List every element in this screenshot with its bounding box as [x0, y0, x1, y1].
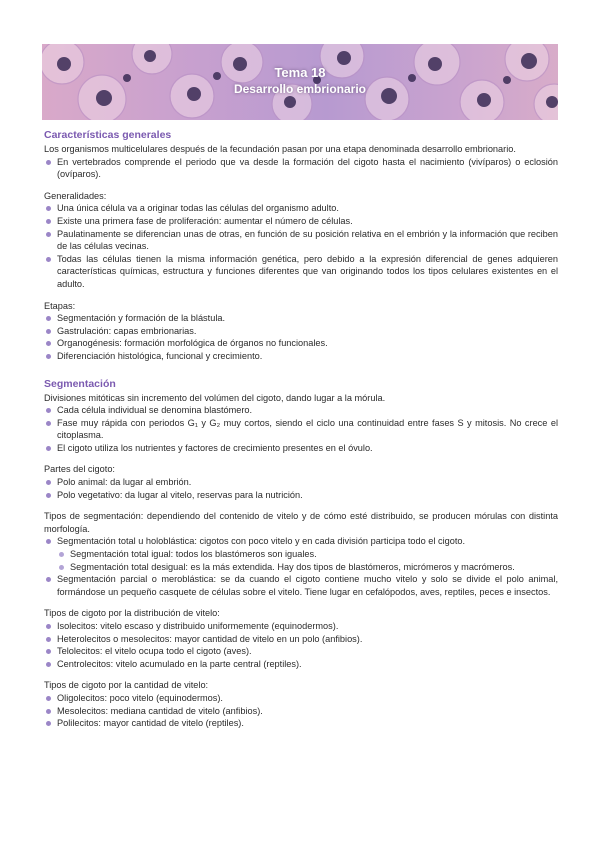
page-subtitle: Desarrollo embrionario — [233, 82, 367, 96]
bullet-list — [44, 202, 558, 290]
list-item: Gastrulación: capas embrionarias. — [44, 325, 558, 338]
list-item: Existe una primera fase de proliferación: aumentar el número de células. — [44, 215, 558, 228]
list-item: Fase muy rápida con periodos G₁ y G₂ muy cortos, siendo el ciclo una continuidad entre fases S y mitosis. No crece el citoplasma. — [44, 417, 558, 442]
paragraph: Etapas: — [44, 300, 76, 311]
list-item: Segmentación total u holoblástica: cigotos con poco vitelo y en cada división participa todo el cigoto. — [44, 535, 558, 548]
list-item: Polo vegetativo: da lugar al vitelo, reservas para la nutrición. — [44, 489, 558, 502]
paragraph: Tipos de cigoto por la distribución de vitelo: — [44, 608, 220, 619]
list-item: Cada célula individual se denomina blastómero. — [44, 404, 558, 417]
header-banner — [42, 44, 558, 120]
list-item: Diferenciación histológica, funcional y crecimiento. — [44, 350, 558, 363]
paragraph: Tipos de segmentación: dependiendo del contenido de vitelo y de cómo esté distribuido, se producen mórulas con distinta morfología. — [44, 511, 558, 534]
paragraph: Los organismos multicelulares después de la fecundación pasan por una etapa denominada desarrollo embrionario. — [44, 144, 516, 154]
list-item: Mesolecitos: mediana cantidad de vitelo (anfibios). — [44, 705, 558, 718]
list-item: Centrolecitos: vitelo acumulado en la parte central (reptiles). — [44, 658, 558, 671]
bullet-list — [44, 620, 558, 670]
bullet-list — [44, 692, 558, 730]
list-item: Oligolecitos: poco vitelo (equinodermos). — [44, 692, 558, 705]
paragraph: Partes del cigoto: — [44, 464, 115, 475]
list-item: Todas las células tienen la misma información genética, pero debido a la expresión diferencial de genes adquieren características químicas, estructura y funciones diferentes que van originando todos los tipos celulares existentes en el adulto. — [44, 253, 558, 291]
paragraph: Generalidades: — [44, 190, 107, 201]
list-item: Polilecitos: mayor cantidad de vitelo (reptiles). — [44, 717, 558, 730]
page-title: Tema 18 — [274, 65, 326, 80]
paragraph: Divisiones mitóticas sin incremento del volúmen del cigoto, dando lugar a la mórula. — [44, 392, 386, 403]
list-item: Paulatinamente se diferencian unas de otras, en función de su posición relativa en el embrión y la información que reciben de las células vecinas. — [44, 228, 558, 253]
list-item: Telolecitos: el vitelo ocupa todo el cigoto (aves). — [44, 645, 558, 658]
list-item: Una única célula va a originar todas las células del organismo adulto. — [44, 202, 558, 215]
document-body — [44, 128, 558, 730]
list-item: Segmentación parcial o meroblástica: se da cuando el cigoto contiene mucho vitelo y solo se divide el polo animal, formándose un pequeño casquete de células sobre el vitelo. Tiene lugar en cefalópodos, aves, reptiles, peces e insectos. — [44, 573, 558, 598]
list-item: Heterolecitos o mesolecitos: mayor cantidad de vitelo en un polo (anfibios). — [44, 633, 558, 646]
section-heading: Segmentación — [44, 377, 116, 390]
list-item: El cigoto utiliza los nutrientes y factores de crecimiento presentes en el óvulo. — [44, 442, 558, 455]
bullet-list — [44, 156, 558, 181]
paragraph: Tipos de cigoto por la cantidad de vitelo: — [44, 680, 209, 691]
bullet-list — [44, 404, 558, 454]
list-item: Polo animal: da lugar al embrión. — [44, 476, 558, 489]
bullet-list — [44, 573, 558, 598]
bullet-list — [44, 476, 558, 501]
nested-bullet-list — [44, 548, 558, 573]
section-heading: Características generales — [44, 129, 172, 141]
list-item: Isolecitos: vitelo escaso y distribuido uniformemente (equinodermos). — [44, 620, 558, 633]
bullet-list — [44, 535, 558, 548]
list-item: En vertebrados comprende el periodo que va desde la formación del cigoto hasta el nacimiento (vivíparos) o eclosión (ovíparos). — [44, 156, 558, 181]
list-item: Segmentación y formación de la blástula. — [44, 312, 558, 325]
list-item: Organogénesis: formación morfológica de órganos no funcionales. — [44, 337, 558, 350]
bullet-list — [44, 312, 558, 362]
list-item: Segmentación total igual: todos los blastómeros son iguales. — [57, 548, 558, 561]
list-item: Segmentación total desigual: es la más extendida. Hay dos tipos de blastómeros, micrómeros y macrómeros. — [57, 561, 558, 574]
